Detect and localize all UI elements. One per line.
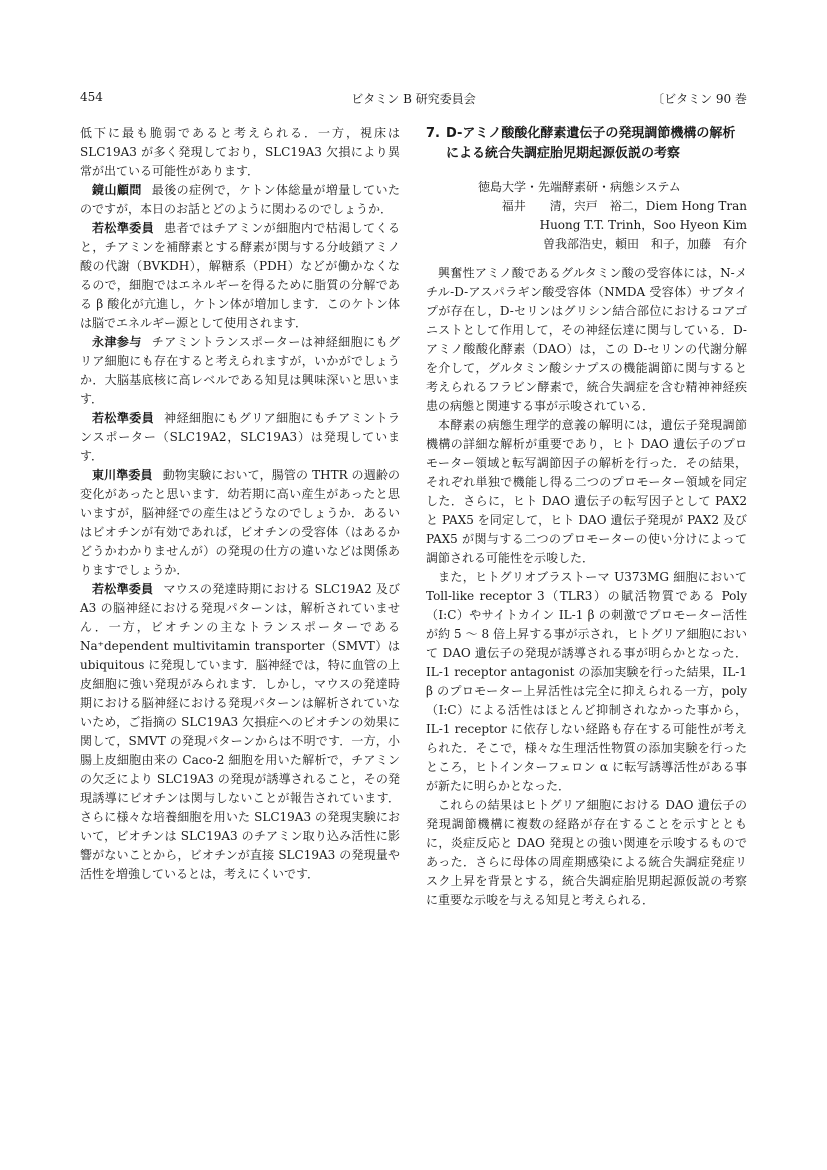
- paragraph-text: 動物実験において，腸管の THTR の週齢の変化があったと思います．幼若期に高い産生があったと思いますが，脳神経での産生はどうなのでしょうか．あるいはビオチンが有効であれば，ビオチンの受容体（はあるかどうかわかりませんが）の発現の仕方の違いなどは関係ありますでしょうか．: [80, 468, 400, 577]
- paragraph-text: 神経細胞にもグリア細胞にもチアミントランスポーター（SLC19A2，SLC19A3）は発現しています．: [80, 411, 400, 463]
- right-column: [426, 124, 747, 910]
- volume-label: 〔ビタミン 90 巻: [652, 92, 747, 106]
- speaker-name: 若松準委員: [92, 221, 155, 235]
- section-title: D-アミノ酸酸化酵素遺伝子の発現調節機構の解析による統合失調症胎児期起源仮説の考察: [446, 126, 736, 161]
- author-line: 曽我部浩史，頼田 和子，加藤 有介: [542, 237, 747, 251]
- running-title: ビタミン B 研究委員会: [351, 92, 476, 106]
- body-paragraph-4: これらの結果はヒトグリア細胞における DAO 遺伝子の発現調節機構に複数の経路が存在することを示すとともに，炎症反応と DAO 発現との強い関連を示唆するものであった．さらに母体の周産期感染による統合失調症発症リスク上昇を背景とする，統合失調症胎児期起源仮説の考察に重要な示唆を与える知見と考えられる．: [426, 798, 747, 907]
- author-list: [426, 197, 747, 254]
- paragraph-2: [80, 219, 400, 333]
- paragraph-text: チアミントランスポーターは神経細胞にもグリア細胞にも存在すると考えられますが，いかがでしょうか．大脳基底核に高レベルである知見は興味深いと思います．: [80, 335, 400, 406]
- speaker-name: 若松準委員: [92, 411, 155, 425]
- affiliation: 徳島大学・先端酵素研・病態システム: [478, 180, 681, 194]
- paragraph-text: 低下に最も脆弱であると考えられる．一方，視床はSLC19A3 が多く発現しており，SLC19A3 欠損により異常が出ている可能性があります．: [80, 126, 400, 178]
- paragraph-3: [80, 333, 400, 409]
- author-line: Huong T.T. Trinh，Soo Hyeon Kim: [539, 218, 747, 232]
- left-column: [80, 124, 400, 884]
- paragraph-1: [80, 181, 400, 219]
- body-paragraph-3: また，ヒトグリオブラストーマ U373MG 細胞において Toll-like receptor 3（TLR3）の賦活物質である Poly（I:C）やサイトカイン IL-1 β の刺激でプロモーター活性が約 5 ～ 8 倍上昇する事が示され，ヒトグリア細胞において DAO 遺伝子の発現が誘導される事が明らかとなった．IL-1 receptor antagonist の添加実験を行った結果，IL-1 β のプロモーター上昇活性は完全に抑えられる一方，poly（I:C）による活性はほとんど抑制されなかった事から，IL-1 receptor に依存しない経路も存在する可能性が考えられた．そこで，様々な生理活性物質の添加実験を行ったところ，ヒトインターフェロン α に転写誘導活性がある事が新たに明らかとなった．: [426, 570, 747, 793]
- speaker-name: 鏡山顧問: [92, 183, 142, 197]
- paragraph-text: 最後の症例で，ケトン体総量が増量していたのですが，本日のお話とどのように関わるのでしょうか．: [80, 183, 400, 216]
- section-number: 7.: [426, 126, 440, 141]
- paragraph-0: [80, 124, 400, 181]
- paragraph-text: 患者ではチアミンが細胞内で枯渇してくると，チアミンを補酵素とする酵素が関与する分岐鎖アミノ酸の代謝（BVKDH），解糖系（PDH）などが働かなくなるので，細胞ではエネルギーを得るために脂質の分解である β 酸化が亢進し，ケトン体が増加します．このケトン体は脳でエネルギー源として使用されます．: [80, 221, 400, 330]
- author-line: 福井 清，宍戸 裕二，Diem Hong Tran: [501, 199, 747, 213]
- speaker-name: 若松準委員: [92, 582, 154, 596]
- paragraph-5: [80, 466, 400, 580]
- page-number: 454: [80, 90, 103, 104]
- paragraph-text: マウスの発達時期における SLC19A2 及び A3 の脳神経における発現パターンは，解析されていません．一方，ビオチンの主なトランスポーターである Na⁺dependent multivitamin transporter（SMVT）は ubiquitous に発現しています．脳神経では，特に血管の上皮細胞に強い発現がみられます．しかし，マウスの発達時期における脳神経における発現パターンは解析されていないため，ご指摘の SLC19A3 欠損症へのビオチンの効果に関して，SMVT の発現パターンからは不明です．一方，小腸上皮細胞由来の Caco-2 細胞を用いた解析で，チアミンの欠乏により SLC19A3 の発現が誘導されること，その発現誘導にビオチンは関与しないことが報告されています．さらに様々な培養細胞を用いた SLC19A3 の発現実験において，ビオチンは SLC19A3 のチアミン取り込み活性に影響がないことから，ビオチンが直接 SLC19A3 の発現量や活性を増強しているとは，考えにくいです．: [80, 582, 400, 881]
- section-heading: [426, 124, 747, 164]
- paragraph-6: [80, 580, 400, 884]
- body-paragraph-1: 興奮性アミノ酸であるグルタミン酸の受容体には，N-メチル-D-アスパラギン酸受容体（NMDA 受容体）サブタイプが存在し，D-セリンはグリシン結合部位におけるコアゴニストとして作用して，その神経伝達に関与している．D-アミノ酸酸化酵素（DAO）は，この D-セリンの代謝分解を介して，グルタミン酸シナプスの機能調節に関与すると考えられるフラビン酵素で，統合失調症を含む精神神経疾患の病態と関連する事が示唆されている．: [426, 266, 747, 413]
- paragraph-4: [80, 409, 400, 466]
- page-header: [80, 90, 747, 110]
- speaker-name: 東川準委員: [92, 468, 153, 482]
- body-paragraph-2: 本酵素の病態生理学的意義の解明には，遺伝子発現調節機構の詳細な解析が重要であり，ヒト DAO 遺伝子のプロモーター領域と転写調節因子の解析を行った．その結果，それぞれ単独で機能し得る二つのプロモーター領域を同定した．さらに，ヒト DAO 遺伝子の転写因子として PAX2 と PAX5 を同定して，ヒト DAO 遺伝子発現が PAX2 及び PAX5 が関与する二つのプロモーターの使い分けによって調節される可能性を示唆した．: [426, 418, 747, 565]
- speaker-name: 永津参与: [92, 335, 142, 349]
